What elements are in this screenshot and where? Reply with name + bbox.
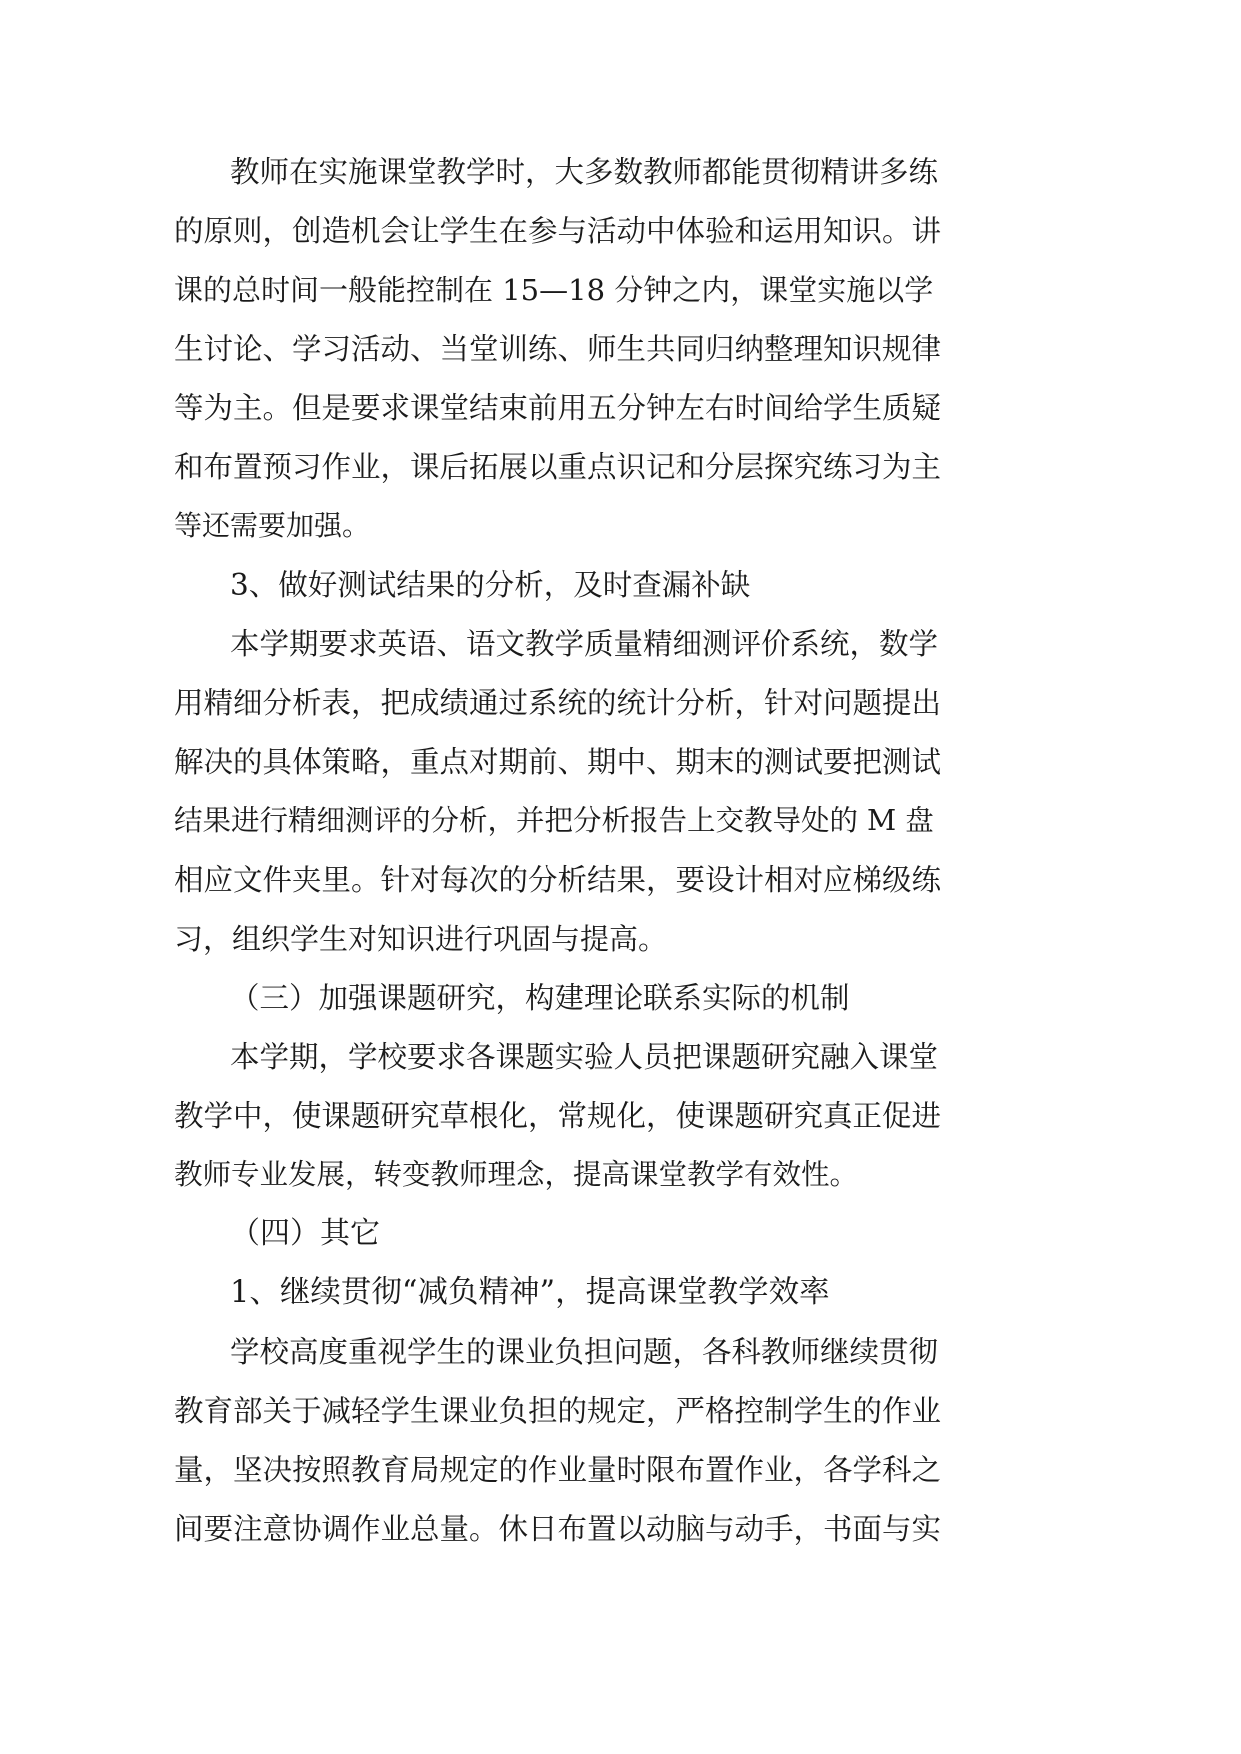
text-line: 用精细分析表，把成绩通过系统的统计分析，针对问题提出 <box>174 686 942 720</box>
text-line: 结果进行精细测评的分析，并把分析报告上交教导处的 M 盘 <box>174 804 934 837</box>
text-line: 解决的具体策略，重点对期前、期中、期末的测试要把测试 <box>174 745 942 779</box>
text-line: 相应文件夹里。针对每次的分析结果，要设计相对应梯级练 <box>174 863 942 897</box>
text-line: 教师专业发展，转变教师理念，提高课堂教学有效性。 <box>174 1158 859 1191</box>
text-line: 本学期要求英语、语文教学质量精细测评价系统，数学 <box>230 627 939 661</box>
text-line: 生讨论、学习活动、当堂训练、师生共同归纳整理知识规律 <box>174 332 942 366</box>
text-line: 教师在实施课堂教学时，大多数教师都能贯彻精讲多练 <box>230 155 939 189</box>
text-line: 本学期，学校要求各课题实验人员把课题研究融入课堂 <box>230 1040 939 1074</box>
section-heading: （四）其它 <box>230 1216 380 1251</box>
text-line: 等还需要加强。 <box>174 509 371 542</box>
text-line: 课的总时间一般能控制在 15—18 分钟之内，课堂实施以学 <box>174 273 934 307</box>
text-line: 教学中，使课题研究草根化，常规化，使课题研究真正促进 <box>174 1099 942 1133</box>
section-heading: 3、做好测试结果的分析，及时查漏补缺 <box>230 568 751 602</box>
text-line: 学校高度重视学生的课业负担问题，各科教师继续贯彻 <box>230 1335 939 1369</box>
text-line: 量，坚决按照教育局规定的作业量时限布置作业，各学科之 <box>174 1453 942 1487</box>
text-line: 教育部关于减轻学生课业负担的规定，严格控制学生的作业 <box>174 1394 942 1428</box>
section-heading: 1、继续贯彻“减负精神”，提高课堂教学效率 <box>230 1275 830 1310</box>
text-line: 间要注意协调作业总量。休日布置以动脑与动手，书面与实 <box>174 1512 942 1546</box>
text-line: 和布置预习作业，课后拓展以重点识记和分层探究练习为主 <box>174 450 942 484</box>
text-line: 等为主。但是要求课堂结束前用五分钟左右时间给学生质疑 <box>174 391 942 425</box>
text-line: 的原则，创造机会让学生在参与活动中体验和运用知识。讲 <box>174 214 942 248</box>
section-heading: （三）加强课题研究，构建理论联系实际的机制 <box>230 981 850 1015</box>
text-line: 习，组织学生对知识进行巩固与提高。 <box>174 922 668 956</box>
